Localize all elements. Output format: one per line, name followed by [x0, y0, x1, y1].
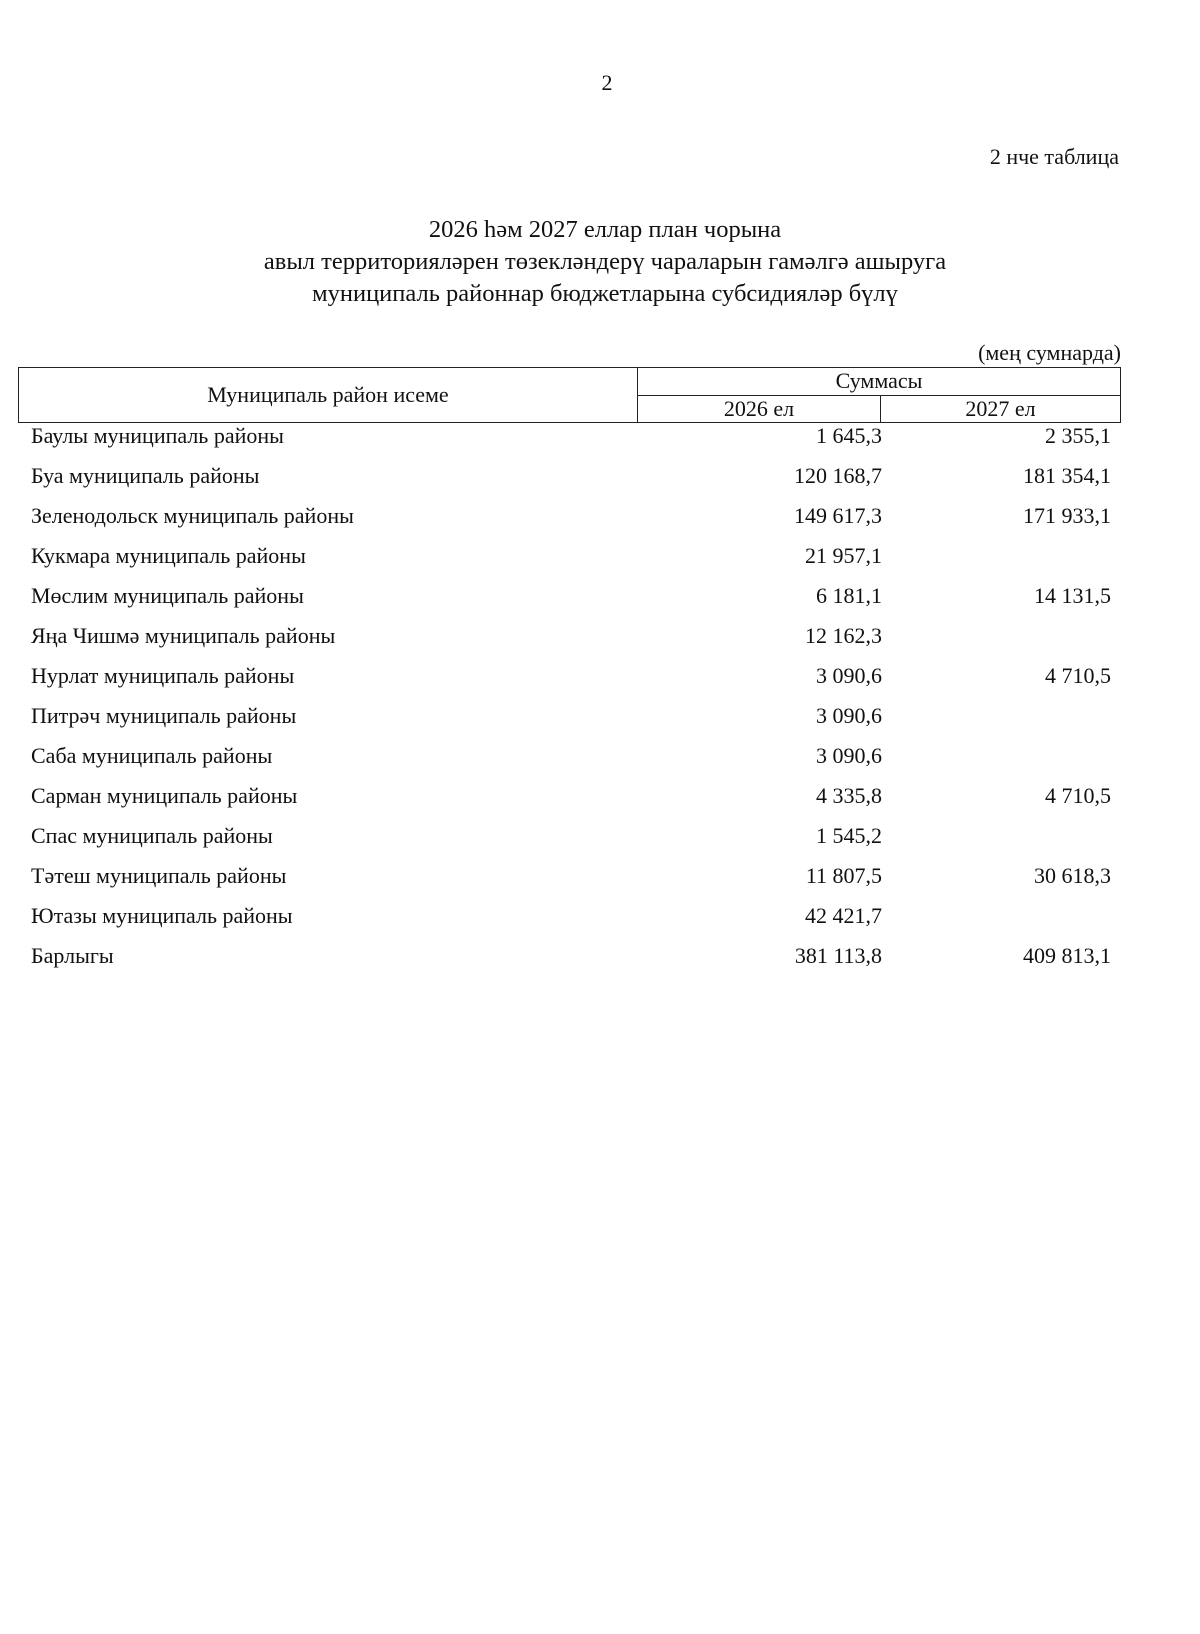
table-row	[0, 863, 1200, 903]
row-value-2026: 1 545,2	[816, 823, 882, 848]
title-line-2: авыл территорияләрен төзекләндерү чараларын гамәлгә ашыруга	[263, 248, 947, 275]
header-year-2027: 2027 ел	[881, 395, 1121, 423]
row-value-2026: 12 162,3	[805, 623, 882, 648]
row-name: Ютазы муниципаль районы	[31, 903, 293, 928]
table-body	[0, 423, 1200, 983]
title-line-3: муниципаль районнар бюджетларына субсидияләр бүлү	[312, 280, 898, 307]
row-value-2027: 171 933,1	[1023, 503, 1111, 528]
row-name: Баулы муниципаль районы	[31, 423, 284, 448]
row-value-2027: 2 355,1	[1045, 423, 1111, 448]
row-value-2027: 409 813,1	[1023, 943, 1111, 968]
table-row	[0, 703, 1200, 743]
table-row	[0, 503, 1200, 543]
row-value-2026: 4 335,8	[816, 783, 882, 808]
header-sum-group: Суммасы	[638, 368, 1121, 396]
table-row	[0, 743, 1200, 783]
table-row	[0, 823, 1200, 863]
row-name: Зеленодольск муниципаль районы	[31, 503, 354, 528]
header-year-2026: 2026 ел	[638, 395, 881, 423]
row-value-2026: 42 421,7	[805, 903, 882, 928]
row-name: Барлыгы	[31, 943, 114, 968]
page-number: 2	[601, 70, 613, 95]
row-name: Спас муниципаль районы	[31, 823, 273, 848]
table-row	[0, 583, 1200, 623]
row-value-2026: 3 090,6	[816, 663, 882, 688]
table-row	[0, 623, 1200, 663]
row-name: Нурлат муниципаль районы	[31, 663, 295, 688]
row-name: Саба муниципаль районы	[31, 743, 273, 768]
row-name: Яңа Чишмә муниципаль районы	[31, 623, 336, 648]
row-name: Питрәч муниципаль районы	[31, 703, 297, 728]
row-value-2026: 120 168,7	[794, 463, 882, 488]
row-value-2026: 11 807,5	[805, 863, 882, 888]
row-value-2026: 3 090,6	[816, 743, 882, 768]
document-title	[0, 214, 1200, 310]
row-value-2027: 30 618,3	[1034, 863, 1111, 888]
table-row	[0, 783, 1200, 823]
row-name: Буа муниципаль районы	[31, 463, 260, 488]
title-line-1: 2026 һәм 2027 еллар план чорына	[428, 216, 782, 243]
row-value-2027: 4 710,5	[1045, 663, 1111, 688]
row-name: Тәтеш муниципаль районы	[31, 863, 287, 888]
table-row-total	[0, 943, 1200, 983]
table-row	[0, 423, 1200, 463]
row-value-2026: 6 181,1	[816, 583, 882, 608]
header-name-column: Муниципаль район исеме	[19, 368, 638, 423]
table-row	[0, 463, 1200, 503]
row-value-2026: 1 645,3	[816, 423, 882, 448]
table-header	[18, 367, 1121, 423]
row-value-2027: 4 710,5	[1045, 783, 1111, 808]
table-label: 2 нче таблица	[989, 144, 1119, 169]
row-value-2027: 14 131,5	[1034, 583, 1111, 608]
row-name: Сарман муниципаль районы	[31, 783, 298, 808]
row-name: Мөслим муниципаль районы	[31, 583, 304, 608]
table-row	[0, 663, 1200, 703]
table-row	[0, 903, 1200, 943]
table-row	[0, 543, 1200, 583]
row-name: Кукмара муниципаль районы	[31, 543, 306, 568]
row-value-2026: 21 957,1	[805, 543, 882, 568]
row-value-2026: 3 090,6	[816, 703, 882, 728]
units-note: (мең сумнарда)	[978, 340, 1121, 365]
row-value-2026: 381 113,8	[794, 943, 882, 968]
row-value-2026: 149 617,3	[794, 503, 882, 528]
row-value-2027: 181 354,1	[1023, 463, 1111, 488]
